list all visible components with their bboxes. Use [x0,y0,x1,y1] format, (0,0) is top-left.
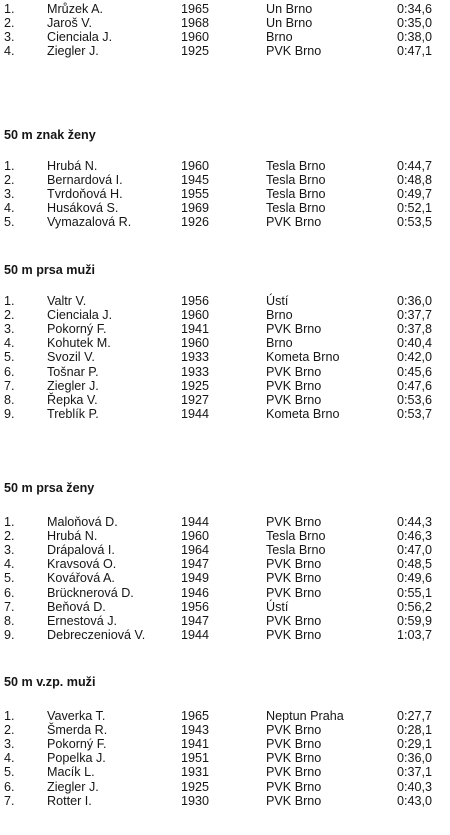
result-year: 1969 [181,201,210,216]
result-name: Maloňová D. [47,515,118,529]
result-club: PVK Brno [266,515,322,529]
result-rank: 2. [4,16,15,31]
result-time: 0:53,6 [397,392,433,407]
result-rank: 7. [4,793,15,808]
result-year: 1933 [181,364,210,379]
result-rank: 9. [4,406,15,421]
result-year: 1955 [181,187,210,202]
result-name: Cienciala J. [47,30,113,45]
result-club: Tesla Brno [266,159,326,173]
result-rank: 2. [4,173,15,188]
result-time: 0:40,4 [397,336,433,351]
result-time: 0:56,2 [397,599,433,614]
result-rank: 1. [4,515,15,529]
result-name: Popelka J. [47,751,106,766]
result-club: PVK Brno [266,364,322,379]
result-name: Kohutek M. [47,336,111,351]
result-year: 1965 [181,709,210,723]
result-name: Vymazalová R. [47,215,132,230]
result-year: 1960 [181,159,210,173]
result-club: Brno [266,308,293,323]
result-name: Husáková S. [47,201,119,216]
result-club: PVK Brno [266,765,322,780]
result-club: PVK Brno [266,723,322,738]
result-year: 1944 [181,406,210,421]
result-time: 0:48,8 [397,173,433,188]
result-time: 0:37,8 [397,322,433,337]
result-club: PVK Brno [266,322,322,337]
result-time: 0:49,7 [397,187,433,202]
result-name: Svozil V. [47,350,95,365]
result-row [0,627,450,643]
result-year: 1951 [181,751,210,766]
result-club: PVK Brno [266,627,322,642]
result-club: Ústí [266,599,289,614]
result-name: Ernestová J. [47,613,117,628]
result-time: 0:40,3 [397,779,433,794]
result-name: Ziegler J. [47,779,99,794]
result-time: 0:37,7 [397,308,433,323]
result-name: Šmerda R. [47,723,108,738]
result-club: Tesla Brno [266,173,326,188]
result-rank: 1. [4,294,15,308]
result-name: Kovářová A. [47,571,115,586]
result-name: Cienciala J. [47,308,113,323]
result-club: PVK Brno [266,215,322,230]
result-club: PVK Brno [266,779,322,794]
result-club: PVK Brno [266,613,322,628]
result-club: PVK Brno [266,378,322,393]
result-name: Hrubá N. [47,159,98,173]
result-name: Bernardová I. [47,173,123,188]
result-rank: 6. [4,585,15,600]
result-rank: 6. [4,779,15,794]
result-name: Rotter I. [47,793,92,808]
result-year: 1933 [181,350,210,365]
result-club: PVK Brno [266,557,322,572]
result-name: Tvrdoňová H. [47,187,123,202]
result-club: PVK Brno [266,571,322,586]
result-rank: 7. [4,378,15,393]
result-year: 1945 [181,173,210,188]
result-name: Ziegler J. [47,44,99,59]
result-rank: 4. [4,44,15,59]
result-club: Tesla Brno [266,201,326,216]
result-year: 1943 [181,723,210,738]
result-club: Ústí [266,294,289,308]
result-club: PVK Brno [266,392,322,407]
result-name: Beňová D. [47,599,106,614]
result-year: 1960 [181,529,210,544]
result-year: 1949 [181,571,210,586]
result-year: 1944 [181,515,210,529]
result-year: 1960 [181,308,210,323]
result-club: Brno [266,30,293,45]
result-club: Un Brno [266,16,313,31]
result-year: 1944 [181,627,210,642]
result-name: Ziegler J. [47,378,99,393]
result-time: 0:44,3 [397,515,433,529]
result-time: 0:37,1 [397,765,433,780]
result-year: 1926 [181,215,210,230]
result-time: 0:47,1 [397,44,433,59]
result-year: 1941 [181,322,210,337]
result-year: 1964 [181,543,210,558]
result-club: PVK Brno [266,585,322,600]
result-rank: 1. [4,159,15,173]
result-year: 1968 [181,16,210,31]
result-rank: 3. [4,322,15,337]
result-year: 1956 [181,599,210,614]
result-year: 1947 [181,613,210,628]
result-rank: 2. [4,308,15,323]
result-name: Hrubá N. [47,529,98,544]
result-row [0,214,450,230]
result-name: Vaverka T. [47,709,106,723]
result-rank: 7. [4,599,15,614]
section-heading: 50 m znak ženy [4,128,96,142]
section-heading: 50 m v.zp. muži [4,675,96,689]
result-rank: 4. [4,557,15,572]
section-heading: 50 m prsa muži [4,263,95,277]
result-year: 1925 [181,44,210,59]
result-rank: 4. [4,336,15,351]
result-club: Tesla Brno [266,529,326,544]
result-time: 0:47,0 [397,543,433,558]
result-club: Kometa Brno [266,406,340,421]
result-year: 1960 [181,30,210,45]
result-rank: 2. [4,723,15,738]
result-rank: 8. [4,613,15,628]
result-time: 0:44,7 [397,159,433,173]
result-year: 1960 [181,336,210,351]
result-time: 0:59,9 [397,613,433,628]
result-club: PVK Brno [266,751,322,766]
result-name: Jaroš V. [47,16,93,31]
result-time: 0:55,1 [397,585,433,600]
result-time: 0:36,0 [397,751,433,766]
result-club: Tesla Brno [266,187,326,202]
result-name: Macík L. [47,765,95,780]
result-rank: 3. [4,737,15,752]
result-name: Řepka V. [47,392,98,407]
result-rank: 3. [4,30,15,45]
result-year: 1925 [181,779,210,794]
result-rank: 4. [4,201,15,216]
result-year: 1965 [181,2,210,16]
result-name: Kravsová O. [47,557,117,572]
result-rank: 6. [4,364,15,379]
result-rank: 2. [4,529,15,544]
result-time: 0:29,1 [397,737,433,752]
result-rank: 5. [4,571,15,586]
result-time: 0:36,0 [397,294,433,308]
result-year: 1930 [181,793,210,808]
result-time: 0:48,5 [397,557,433,572]
result-club: Un Brno [266,2,313,16]
result-time: 0:46,3 [397,529,433,544]
result-time: 0:45,6 [397,364,433,379]
result-club: PVK Brno [266,44,322,59]
result-rank: 9. [4,627,15,642]
result-rank: 5. [4,215,15,230]
section-heading: 50 m prsa ženy [4,481,95,495]
result-name: Treblík P. [47,406,99,421]
result-year: 1927 [181,392,210,407]
result-time: 0:34,6 [397,2,433,16]
result-time: 0:47,6 [397,378,433,393]
result-year: 1925 [181,378,210,393]
result-row [0,406,450,422]
result-name: Valtr V. [47,294,87,308]
result-time: 0:28,1 [397,723,433,738]
result-club: PVK Brno [266,737,322,752]
result-time: 1:03,7 [397,627,433,642]
result-time: 0:27,7 [397,709,433,723]
result-name: Drápalová I. [47,543,115,558]
result-rank: 3. [4,543,15,558]
result-time: 0:42,0 [397,350,433,365]
result-name: Debreczeniová V. [47,627,146,642]
result-name: Brücknerová D. [47,585,134,600]
result-rank: 5. [4,350,15,365]
result-rank: 1. [4,2,15,16]
result-year: 1931 [181,765,210,780]
result-rank: 4. [4,751,15,766]
result-year: 1941 [181,737,210,752]
result-year: 1946 [181,585,210,600]
result-time: 0:53,5 [397,215,433,230]
result-time: 0:43,0 [397,793,433,808]
result-name: Pokorný F. [47,737,107,752]
result-time: 0:38,0 [397,30,433,45]
result-club: Kometa Brno [266,350,340,365]
result-name: Tošnar P. [47,364,99,379]
result-rank: 5. [4,765,15,780]
result-year: 1947 [181,557,210,572]
result-name: Mrůzek A. [47,2,103,16]
result-time: 0:49,6 [397,571,433,586]
result-row [0,43,450,59]
result-rank: 8. [4,392,15,407]
result-time: 0:35,0 [397,16,433,31]
result-club: PVK Brno [266,793,322,808]
result-rank: 3. [4,187,15,202]
result-club: Tesla Brno [266,543,326,558]
result-club: Neptun Praha [266,709,344,723]
result-time: 0:52,1 [397,201,433,216]
result-year: 1956 [181,294,210,308]
result-rank: 1. [4,709,15,723]
result-row [0,793,450,809]
result-name: Pokorný F. [47,322,107,337]
result-club: Brno [266,336,293,351]
result-time: 0:53,7 [397,406,433,421]
